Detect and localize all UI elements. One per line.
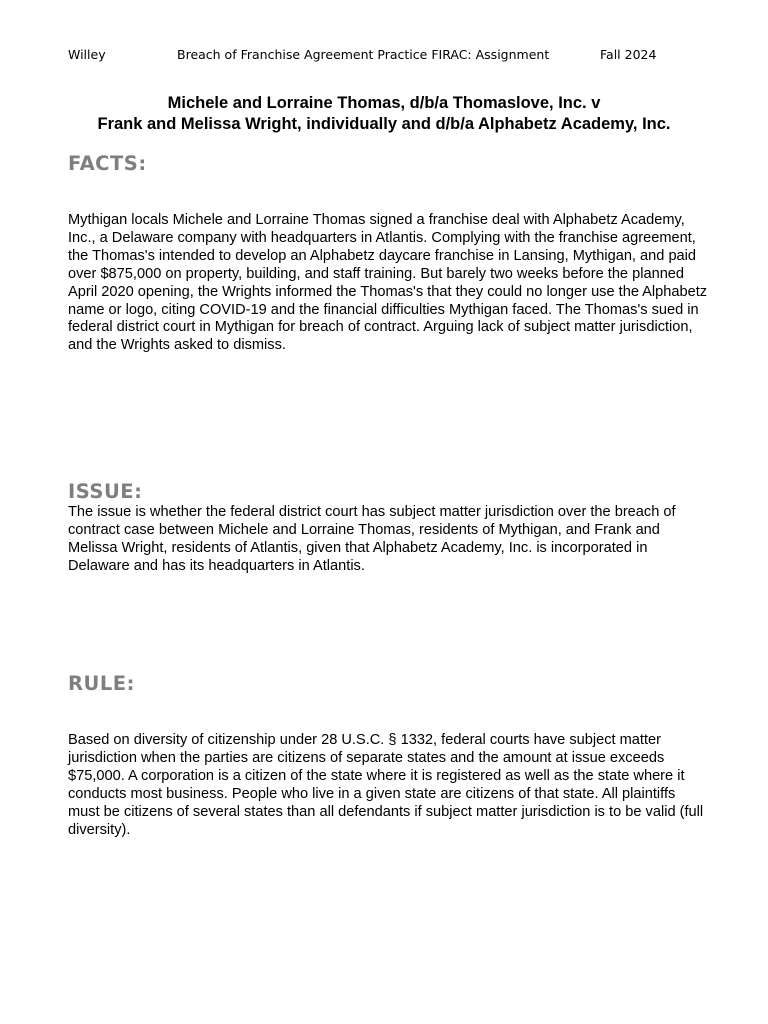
case-title	[40, 93, 728, 135]
rule-paragraph: Based on diversity of citizenship under 28 U.S.C. § 1332, federal courts have subject matter jurisdiction when the parties are citizens of separate states and the amount at issue exceeds $75,000. A corporation is a citizen of the state where it is registered as well as the state where it conducts most business. People who live in a given state are citizens of that state. All plaintiffs must be citizens of several states than all defendants if subject matter jurisdiction is to be valid (full diversity).	[68, 732, 704, 838]
header-author: Willey	[68, 47, 106, 62]
header-term: Fall 2024	[600, 47, 657, 62]
case-title-defendants: Frank and Melissa Wright, individually and d/b/a Alphabetz Academy, Inc.	[97, 115, 671, 133]
facts-heading: FACTS:	[68, 152, 147, 175]
issue-heading: ISSUE:	[68, 480, 143, 503]
case-title-plaintiffs: Michele and Lorraine Thomas, d/b/a Thomaslove, Inc. v	[167, 94, 601, 112]
header-assignment-title: Breach of Franchise Agreement Practice FIRAC: Assignment	[177, 47, 550, 62]
page-header	[68, 47, 708, 65]
facts-paragraph: Mythigan locals Michele and Lorraine Thomas signed a franchise deal with Alphabetz Academy, Inc., a Delaware company with headquarters in Atlantis. Complying with the franchise agreement, the Thomas's intended to develop an Alphabetz daycare franchise in Lansing, Mythigan, and paid over $875,000 on property, building, and staff training. But barely two weeks before the planned April 2020 opening, the Wrights informed the Thomas's that they could no longer use the Alphabetz name or logo, citing COVID-19 and the financial difficulties Mythigan faced. The Thomas's sued in federal district court in Mythigan for breach of contract. Arguing lack of subject matter jurisdiction, and the Wrights asked to dismiss.	[68, 212, 708, 354]
rule-heading: RULE:	[68, 672, 135, 695]
issue-paragraph: The issue is whether the federal district court has subject matter jurisdiction over the breach of contract case between Michele and Lorraine Thomas, residents of Mythigan, and Frank and Melissa Wright, residents of Atlantis, given that Alphabetz Academy, Inc. is incorporated in Delaware and has its headquarters in Atlantis.	[68, 504, 676, 574]
